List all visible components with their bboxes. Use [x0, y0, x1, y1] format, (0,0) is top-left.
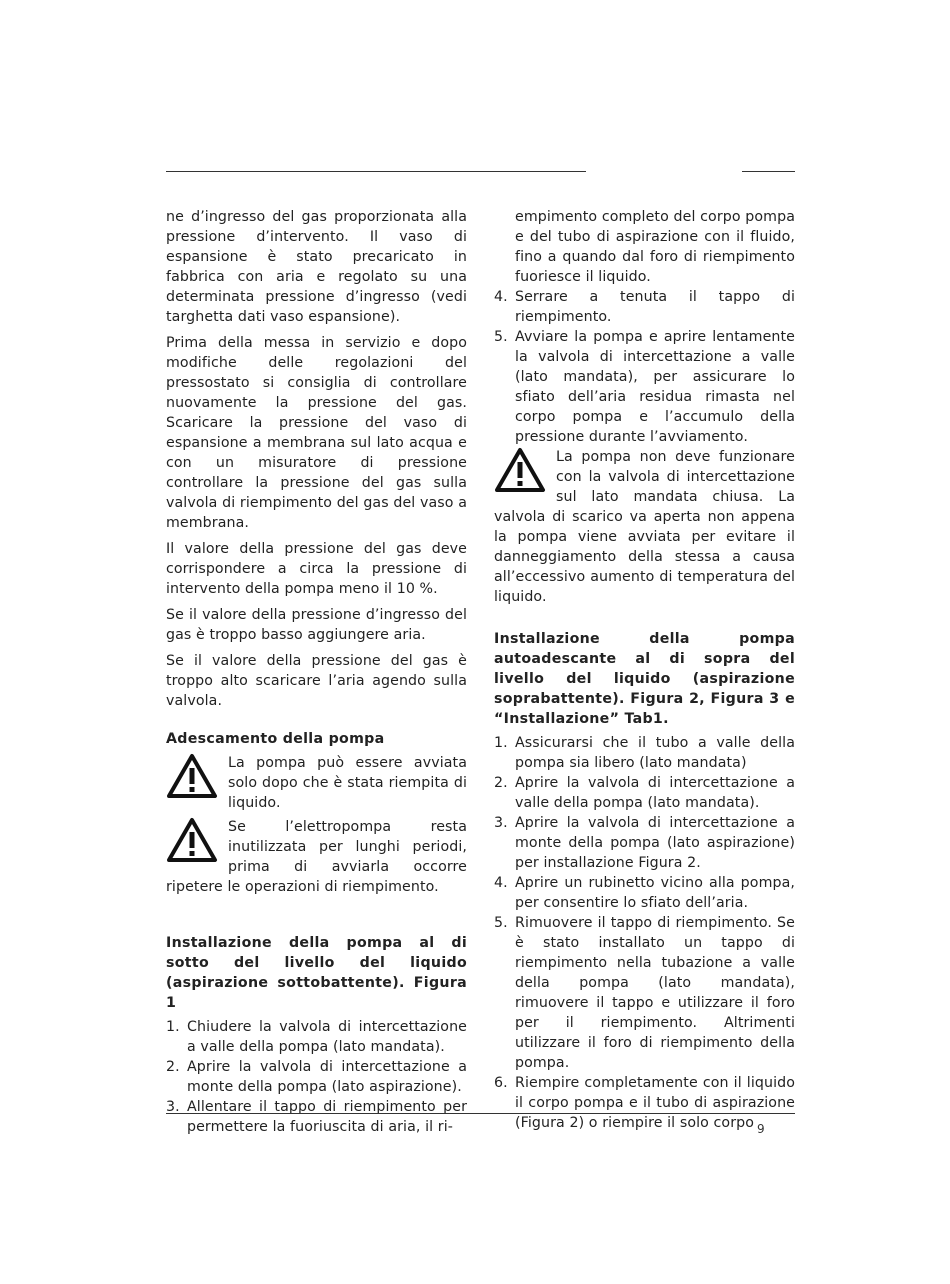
paragraph: Il valore della pressione del gas deve corrispondere a circa la pressione di intervento della pompa meno il 10 %. [166, 541, 467, 597]
list-item: 3. Aprire la valvola di intercettazione a monte della pompa (lato aspirazione) per installazione Figura 2. [494, 815, 795, 871]
left-column [166, 207, 467, 1137]
right-column [494, 207, 795, 1133]
list-item: 4. Serrare a tenuta il tappo di riempimento. [494, 289, 795, 325]
list-item: 4. Aprire un rubinetto vicino alla pompa, per consentire lo sfiato dell’aria. [494, 875, 795, 911]
header-rule-left [166, 171, 586, 172]
list-item: 1. Chiudere la valvola di intercettazione a valle della pompa (lato mandata). [166, 1019, 467, 1055]
section-heading-below-level: Installazione della pompa al di sotto del livello del liquido (aspirazione sottobattente). Figura 1 [166, 935, 467, 1011]
steps-list-continued [494, 287, 795, 447]
section-heading-above-level: Installazione della pompa autoadescante al di sopra del livello del liquido (aspirazione soprabattente). Figura 2, Figura 3 e “Installazione” Tab1. [494, 631, 795, 727]
page-number: 9 [757, 1122, 765, 1136]
warning-triangle-icon [166, 817, 218, 863]
warning-triangle-icon [166, 753, 218, 799]
list-item: 2. Aprire la valvola di intercettazione a valle della pompa (lato mandata). [494, 775, 795, 811]
paragraph: ne d’ingresso del gas proporzionata alla pressione d’intervento. Il vaso di espansione è stato precaricato in fabbrica con aria e regolato su una determinata pressione d’ingresso (vedi targhetta dati vaso espansione). [166, 209, 467, 325]
steps-list-above [494, 733, 795, 1133]
warning-triangle-icon [494, 447, 546, 493]
warning-block [166, 753, 467, 813]
warning-block [494, 447, 795, 607]
list-item: 6. Riempire completamente con il liquido il corpo pompa e il tubo di aspirazione (Figura 2) o riempire il solo corpo [494, 1075, 795, 1131]
warning-text: Se l’elettropompa resta inutilizzata per lunghi periodi, prima di avviarla occorre ripetere le operazioni di riempimento. [166, 819, 467, 895]
steps-list-below [166, 1017, 467, 1137]
paragraph: Prima della messa in servizio e dopo modifiche delle regolazioni del pressostato si consiglia di controllare nuovamente la pressione del gas. Scaricare la pressione del vaso di espansione a membrana sul lato acqua e con un misuratore di pressione controllare la pressione del gas sulla valvola di riempimento del gas del vaso a membrana. [166, 335, 467, 531]
list-item: 1. Assicurarsi che il tubo a valle della pompa sia libero (lato mandata) [494, 735, 795, 771]
paragraph: Se il valore della pressione d’ingresso del gas è troppo basso aggiungere aria. [166, 607, 467, 643]
warning-text: La pompa non deve funzionare con la valvola di intercettazione sul lato mandata chiusa. La valvola di scarico va aperta non appena la pompa viene avviata per evitare il danneggiamento della stessa a causa all’eccessivo aumento di temperatura del liquido. [494, 449, 795, 605]
warning-text: La pompa può essere avviata solo dopo che è stata riempita di liquido. [228, 755, 467, 811]
warning-block [166, 817, 467, 897]
paragraph: Se il valore della pressione del gas è troppo alto scaricare l’aria agendo sulla valvola. [166, 653, 467, 709]
section-heading-priming: Adescamento della pompa [166, 731, 385, 747]
list-item: 5. Avviare la pompa e aprire lentamente la valvola di intercettazione a valle (lato mandata), per assicurare lo sfiato dell’aria residua rimasta nel corpo pompa e l’accumulo della pressione durante l’avviamento. [494, 329, 795, 445]
list-item: 2. Aprire la valvola di intercettazione a monte della pompa (lato aspirazione). [166, 1059, 467, 1095]
paragraph-continuation: empimento completo del corpo pompa e del tubo di aspirazione con il fluido, fino a quando dal foro di riempimento fuoriesce il liquido. [515, 209, 795, 285]
footer-rule [166, 1113, 795, 1114]
list-item: 5. Rimuovere il tappo di riempimento. Se è stato installato un tappo di riempimento nella tubazione a valle della pompa (lato mandata), rimuovere il tappo e utilizzare il foro per il riempimento. Altrimenti utilizzare il foro di riempimento della pompa. [494, 915, 795, 1071]
list-item: 3. Allentare il tappo di riempimento per permettere la fuoriuscita di aria, il ri- [166, 1099, 467, 1135]
header-rule-right [742, 171, 795, 172]
